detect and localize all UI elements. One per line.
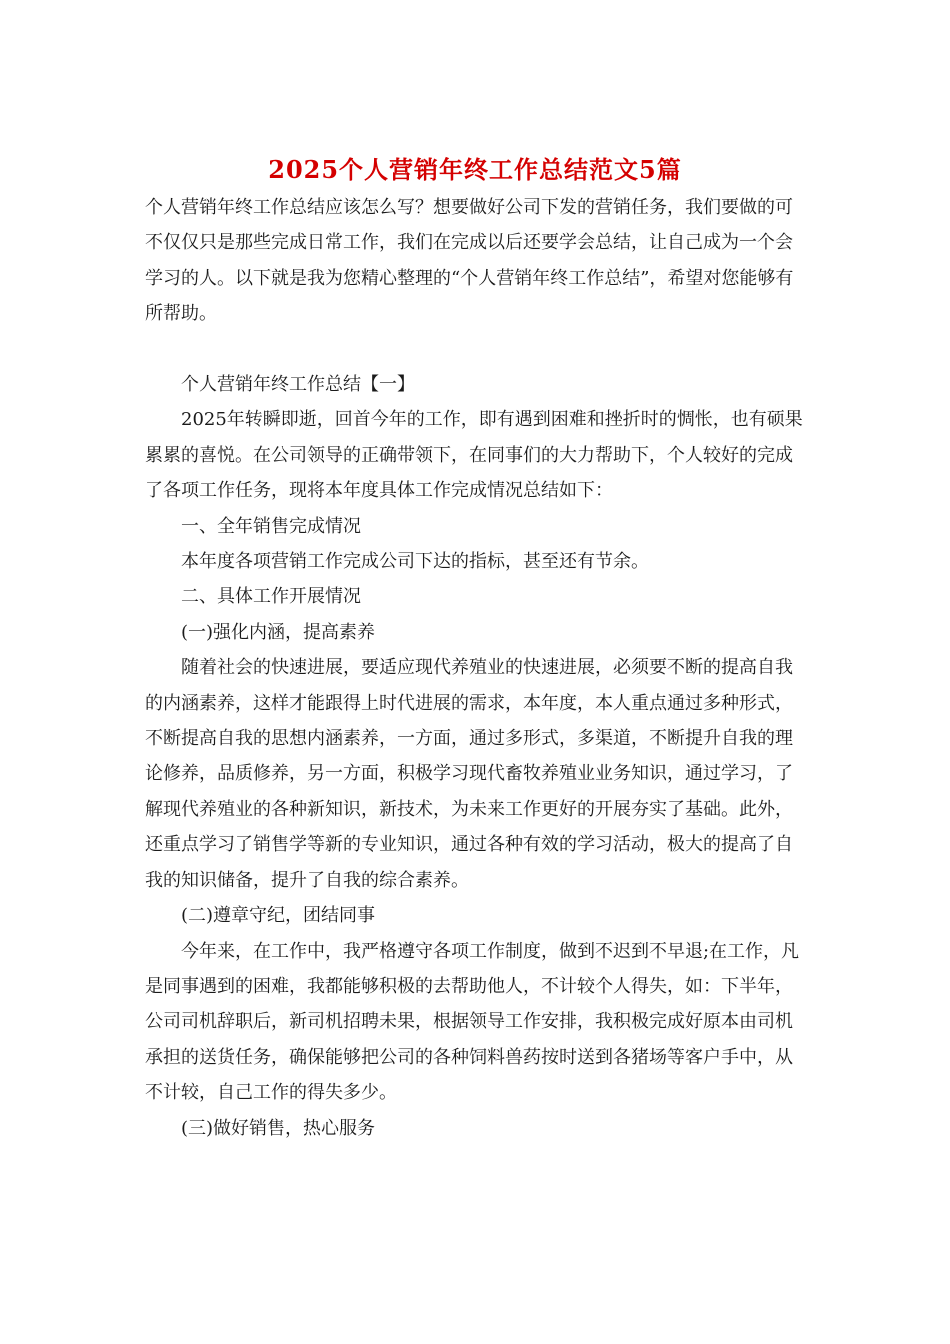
item-heading: (二)遵章守纪，团结同事 bbox=[181, 905, 376, 927]
document-title: 2025个人营销年终工作总结范文5篇 bbox=[268, 155, 682, 184]
paragraph: 随着社会的快速进展，要适应现代养殖业的快速进展，必须要不断的提高自我的内涵素养，这样才能跟得上时代进展的需求，本年度，本人重点通过多种形式，不断提高自我的思想内涵素养，一方面，通过多形式，多渠道，不断提升自我的理论修养，品质修养，另一方面，积极学习现代畜牧养殖业业务知识，通过学习，了解现代养殖业的各种新知识，新技术，为未来工作更好的开展夯实了基础。此外，还重点学习了销售学等新的专业知识，通过各种有效的学习活动，极大的提高了自我的知识储备，提升了自我的综合素养。 bbox=[145, 657, 793, 891]
paragraph: 2025年转瞬即逝，回首今年的工作，即有遇到困难和挫折时的惆怅，也有硕果累累的喜悦。在公司领导的正确带领下，在同事们的大力帮助下，个人较好的完成了各项工作任务，现将本年度具体工作完成情况总结如下： bbox=[145, 409, 803, 502]
blank-line bbox=[145, 332, 805, 367]
item-heading: (一)强化内涵，提高素养 bbox=[181, 621, 376, 643]
subheading: 一、全年销售完成情况 bbox=[181, 515, 361, 537]
intro-paragraph: 个人营销年终工作总结应该怎么写？想要做好公司下发的营销任务，我们要做的可不仅仅只是那些完成日常工作，我们在完成以后还要学会总结，让自己成为一个会学习的人。以下就是我为您精心整理的“个人营销年终工作总结”，希望对您能够有所帮助。 bbox=[145, 197, 794, 325]
section-heading: 个人营销年终工作总结【一】 bbox=[181, 374, 415, 396]
document-body bbox=[145, 190, 805, 1146]
subheading: 二、具体工作开展情况 bbox=[181, 586, 361, 608]
paragraph: 本年度各项营销工作完成公司下达的指标，甚至还有节余。 bbox=[181, 551, 649, 573]
item-heading: (三)做好销售，热心服务 bbox=[181, 1117, 376, 1139]
paragraph: 今年来，在工作中，我严格遵守各项工作制度，做到不迟到不早退;在工作，凡是同事遇到的困难，我都能够积极的去帮助他人，不计较个人得失，如：下半年，公司司机辞职后，新司机招聘未果，根据领导工作安排，我积极完成好原本由司机承担的送货任务，确保能够把公司的各种饲料兽药按时送到各猪场等客户手中，从不计较，自己工作的得失多少。 bbox=[145, 940, 800, 1104]
